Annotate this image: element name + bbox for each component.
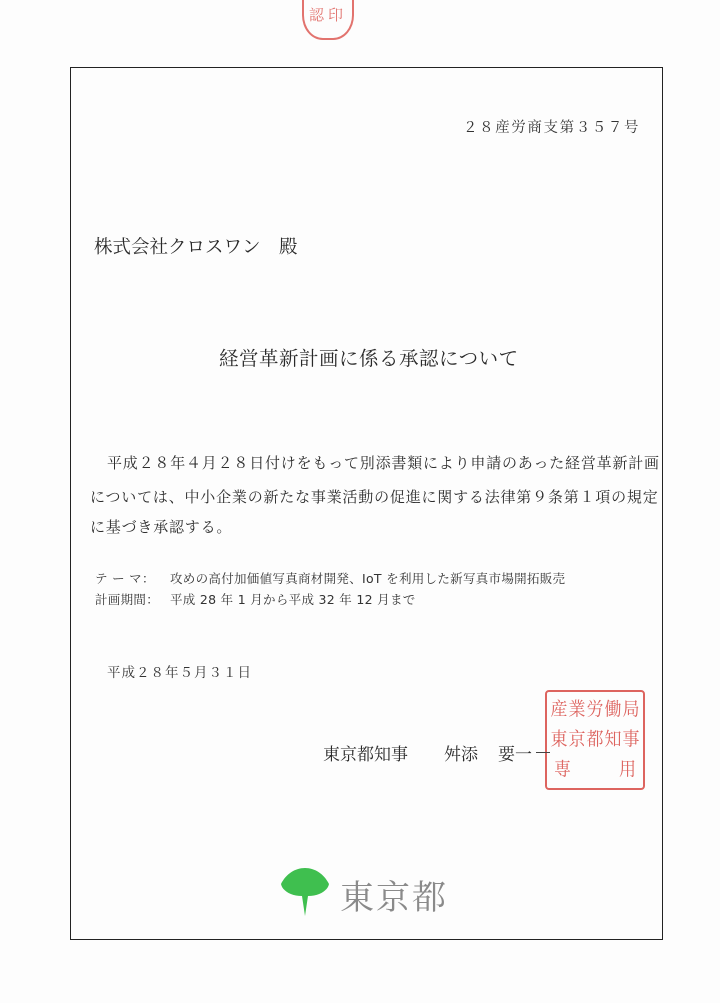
- body-line-1: 平成２８年４月２８日付けをもって別添書類により申請のあった経営革新計画: [107, 454, 660, 472]
- seal-char: 知: [604, 728, 622, 751]
- document-number: ２８産労商支第３５７号: [463, 120, 641, 136]
- signatory-title: 東京都知事: [323, 745, 408, 765]
- seal-char: 専: [554, 758, 571, 781]
- signatory-surname: 舛添: [444, 745, 478, 765]
- seal-char: 働: [604, 698, 622, 721]
- detail-theme-value: 攻めの高付加価値写真商材開発、IoT を利用した新写真市場開拓販売: [170, 571, 566, 586]
- seal-glyph: 認: [309, 6, 325, 24]
- detail-theme: [95, 569, 565, 587]
- detail-period-value: 平成 28 年 1 月から平成 32 年 12 月まで: [170, 592, 416, 607]
- signature-stroke: [536, 752, 550, 753]
- seal-char: 都: [586, 728, 604, 751]
- signature-line: [323, 740, 532, 765]
- partial-seal-stamp-top: [302, 0, 354, 40]
- seal-char: 東: [550, 728, 568, 751]
- tokyo-metropolitan-logo-text: 東京都: [340, 878, 448, 918]
- ginkgo-leaf-icon: [280, 866, 330, 918]
- seal-char: 用: [619, 758, 636, 781]
- seal-char: 事: [622, 728, 640, 751]
- body-line-3: に基づき承認する。: [90, 518, 233, 536]
- seal-char: 産: [550, 698, 568, 721]
- signatory-given-name: 要一: [498, 745, 532, 765]
- issue-date: 平成２８年５月３１日: [107, 665, 252, 681]
- addressee: 株式会社クロスワン 殿: [94, 237, 298, 258]
- detail-period-label: 計画期間：: [95, 592, 160, 607]
- detail-theme-label: テ ー マ：: [95, 571, 155, 586]
- official-seal-stamp: [545, 690, 645, 790]
- seal-char: 局: [622, 698, 640, 721]
- seal-char: 業: [568, 698, 586, 721]
- document-title: 経営革新計画に係る承認について: [219, 347, 519, 370]
- seal-char: 京: [568, 728, 586, 751]
- seal-glyph: 印: [328, 6, 344, 24]
- body-line-2: については、中小企業の新たな事業活動の促進に関する法律第９条第１項の規定: [90, 488, 659, 506]
- detail-period: [95, 590, 416, 608]
- seal-char: 労: [586, 698, 604, 721]
